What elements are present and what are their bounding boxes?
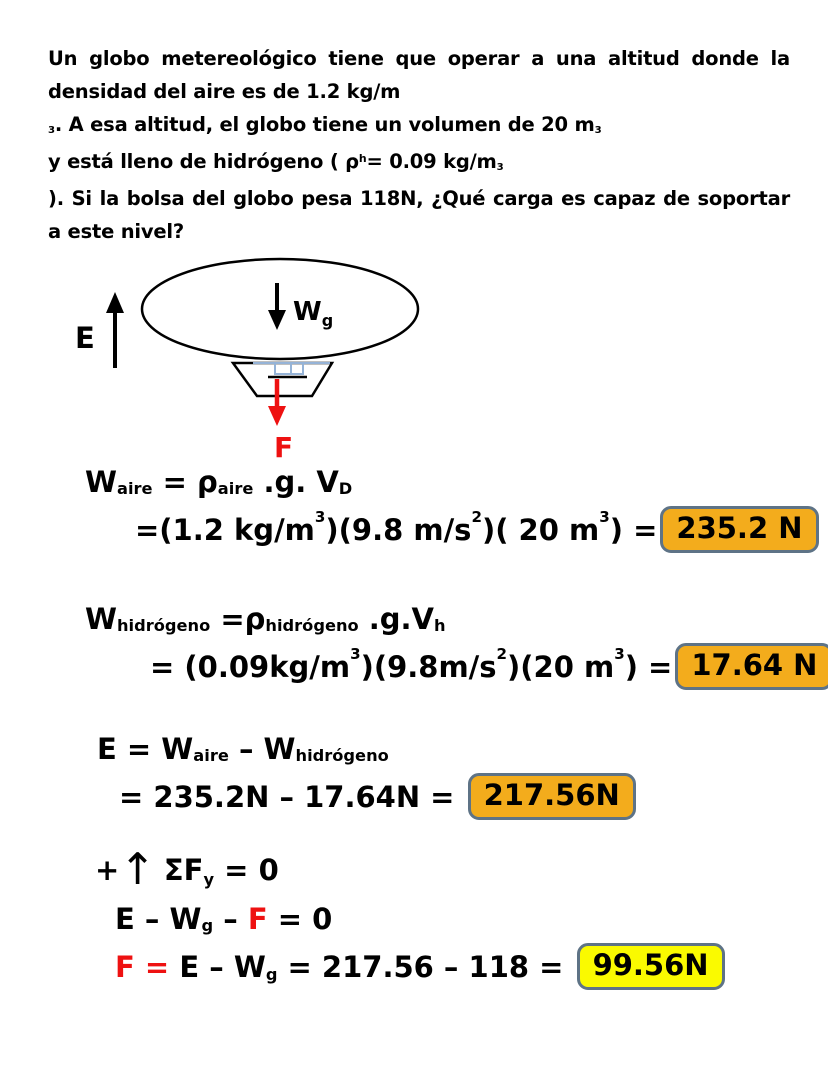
answer-box-orange: 235.2 N	[660, 506, 818, 553]
text-run: = 0	[267, 902, 333, 936]
text-run: y está lleno de hidrógeno ( ρ	[48, 150, 359, 173]
text-run: ) =	[624, 649, 673, 684]
weight-label-sub: g	[321, 311, 334, 330]
text-run: W	[85, 465, 117, 499]
basket	[233, 363, 332, 396]
text-run: –	[213, 902, 248, 936]
answer-box-orange: 17.64 N	[675, 643, 828, 690]
equation-load-force	[95, 845, 725, 992]
load-label: F	[274, 431, 294, 464]
text-run: h	[358, 152, 367, 165]
text-run: )(20 m	[507, 649, 615, 684]
text-run: =(1.2 kg/m	[135, 512, 315, 547]
text-run: aire	[193, 746, 229, 765]
text-run: ). Si la bolsa del globo pesa 118N, ¿Qué carga es capaz de soportar a este nivel?	[48, 187, 790, 243]
text-run: )(9.8 m/s	[325, 512, 472, 547]
text-run: = ρ	[152, 465, 218, 499]
text-run: . A esa altitud, el globo tiene un volumen de 20 m	[54, 113, 595, 136]
text-run: = 0.09 kg/m	[366, 150, 497, 173]
text-run: 3	[314, 508, 326, 526]
equation-weight-air	[85, 460, 819, 555]
text-run: =	[210, 602, 245, 636]
text-run: +	[95, 853, 120, 887]
text-run: E – W	[115, 902, 202, 936]
buoyancy-label: E	[75, 321, 95, 355]
text-run: Un globo metereológico tiene que operar a una altitud donde la densidad del aire es de 1.2 kg/m	[48, 47, 790, 103]
eq-line	[95, 943, 725, 990]
text-run: 3	[496, 162, 504, 173]
problem-statement	[48, 42, 790, 248]
equation-weight-hydrogen	[85, 597, 828, 692]
text-run: 3	[599, 508, 610, 526]
text-run: .g.V	[358, 602, 435, 636]
text-run: aire	[217, 479, 254, 498]
buoyancy-arrowhead-icon	[106, 292, 124, 313]
text-run: hidrógeno	[117, 616, 211, 635]
text-run: hidrógeno	[265, 616, 359, 635]
text-run: E – W	[179, 949, 266, 984]
text-run: ρ	[244, 602, 266, 636]
eq-line	[97, 727, 636, 771]
text-run: )(9.8m/s	[360, 649, 497, 684]
equation-buoyancy	[97, 727, 636, 822]
text-run: 3	[350, 645, 361, 663]
text-run: = 217.56 – 118 =	[277, 949, 574, 984]
text-run: hidrógeno	[295, 746, 389, 765]
text-run: 2	[496, 645, 508, 663]
text-run: 3	[48, 125, 55, 136]
text-run: = 235.2N – 17.64N =	[119, 779, 465, 814]
red-text-run: F =	[115, 949, 180, 984]
text-run: h	[434, 616, 446, 635]
text-run: = 0	[214, 853, 279, 887]
text-run: y	[203, 870, 215, 889]
eq-line	[95, 845, 725, 895]
eq-line	[97, 773, 636, 820]
balloon-diagram	[55, 250, 475, 465]
text-run: 3	[594, 125, 602, 136]
text-run: aire	[117, 479, 153, 498]
text-run: 3	[614, 645, 625, 663]
text-run: g	[265, 965, 278, 985]
text-run: E = W	[97, 732, 194, 766]
text-run: ↑	[119, 845, 154, 895]
text-run: D	[338, 479, 353, 498]
answer-box-yellow: 99.56N	[577, 943, 725, 990]
answer-box-orange: 217.56N	[468, 773, 636, 820]
text-run: – W	[228, 732, 296, 766]
eq-line	[85, 460, 819, 504]
red-text-run: F	[247, 902, 268, 936]
eq-line	[85, 643, 828, 690]
text-run: 2	[471, 508, 482, 526]
text-run: ΣF	[153, 853, 204, 887]
diagram-canvas	[55, 250, 475, 465]
load-arrowhead-icon	[268, 406, 286, 426]
text-run: )( 20 m	[481, 512, 600, 547]
eq-line	[85, 597, 828, 641]
eq-line	[95, 897, 725, 941]
text-run: W	[85, 602, 117, 636]
eq-line	[85, 506, 819, 553]
text-run: g	[201, 916, 214, 935]
text-run: .g. V	[253, 465, 339, 499]
text-run: = (0.09kg/m	[150, 649, 351, 684]
balloon-ellipse	[142, 259, 418, 359]
text-run: ) =	[609, 512, 658, 547]
weight-label-main: W	[293, 297, 322, 327]
